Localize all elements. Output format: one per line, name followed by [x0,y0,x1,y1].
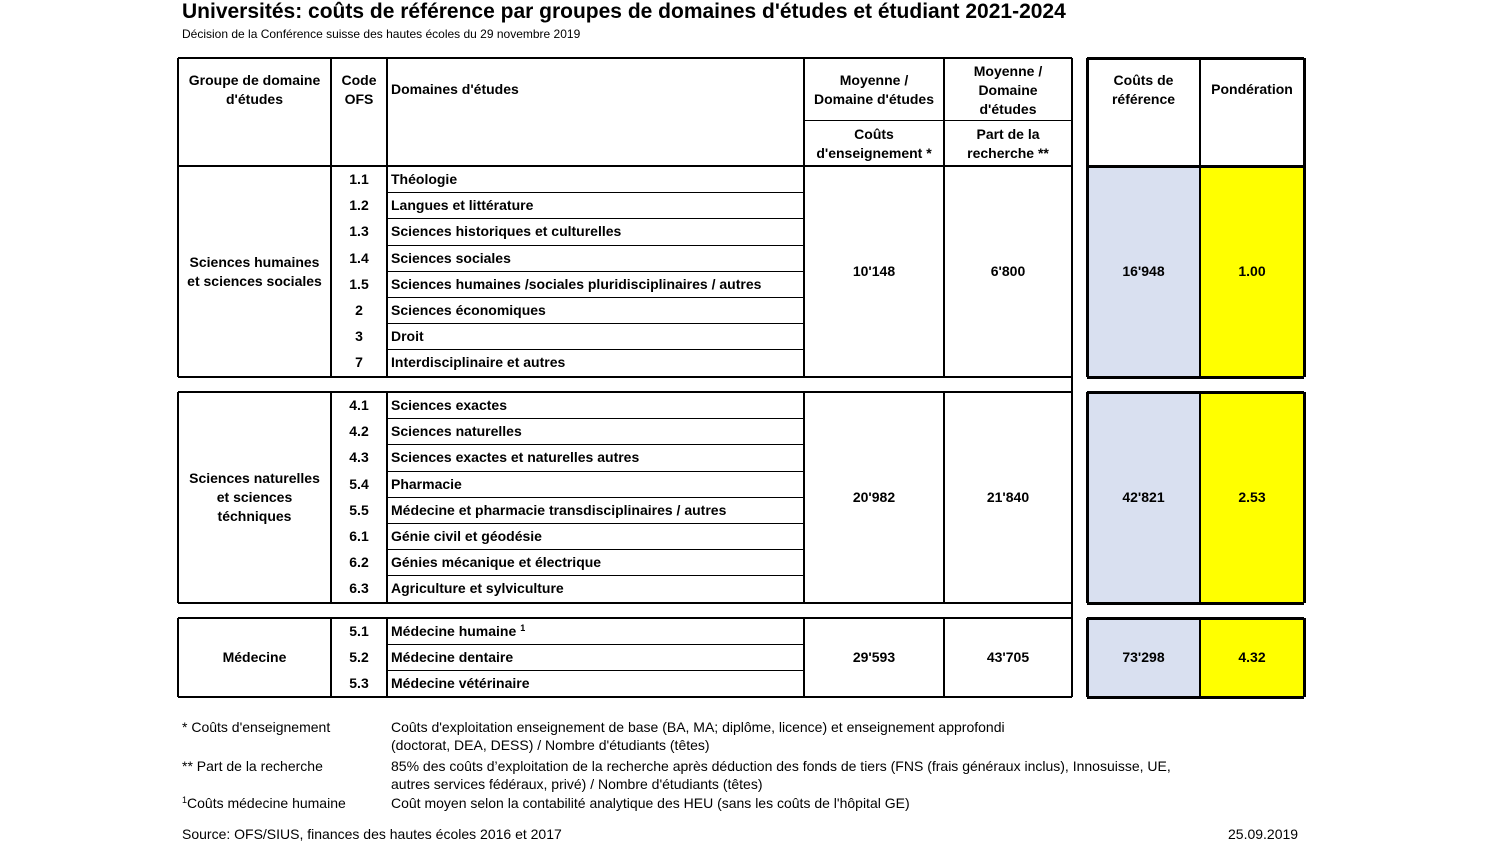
study-domain [391,644,802,670]
header-reference-cost-line: référence [1111,91,1176,107]
ref-block-top-rule [1087,391,1304,394]
group-name [178,253,331,291]
study-domain [391,575,802,601]
footnote-teaching-text-1: Coûts d'exploitation enseignement de base (BA, MA; diplôme, licence) et enseignement approfondi [391,719,1005,735]
ofs-code: 4.1 [349,397,369,413]
ofs-code: 5.1 [349,623,369,639]
study-domain [391,418,802,444]
header-research-share [944,125,1072,163]
teaching-cost-value-line: 10'148 [852,263,896,279]
header-avg-research-line: d'études [979,101,1037,117]
footnote-teaching-text-2: (doctorat, DEA, DESS) / Nombre d'étudiants (têtes) [391,737,710,753]
header-teaching-cost [804,125,944,163]
header-weighting-line: Pondération [1211,81,1293,97]
footnote-medicine-label-text: Coûts médecine humaine [187,795,346,811]
study-domain [391,497,802,523]
reference-cost-value [1087,262,1200,281]
weighting-value-line: 1.00 [1238,263,1266,279]
study-domain [391,245,802,271]
weighting-value-line: 2.53 [1238,489,1266,505]
ref-block-bottom-rule [1087,376,1304,379]
ref-block-bottom-rule [1087,696,1304,699]
header-research-share-line: recherche ** [967,145,1049,161]
footnote-research-label: ** Part de la recherche [182,758,323,774]
study-domain-label: Sciences exactes [391,397,507,413]
study-domain-label: Sciences naturelles [391,423,522,439]
study-domain [391,323,802,349]
weighting-value-line: 4.32 [1238,649,1266,665]
study-domain-label: Langues et littérature [391,197,534,213]
study-domain [391,166,802,192]
teaching-cost-value [804,488,944,507]
header-domains-line: Domaines d'études [391,81,519,97]
study-domain-label: Théologie [391,171,458,187]
teaching-cost-value-line: 29'593 [852,649,896,665]
reference-cost-value-line: 42'821 [1122,489,1165,505]
reference-cost-value-line: 16'948 [1122,263,1165,279]
ofs-code: 5.3 [349,675,369,691]
study-domain [391,297,802,323]
ref-header-top-rule [1087,57,1304,60]
header-research-share-line: Part de la [976,126,1040,142]
study-domain-label: Génies mécanique et électrique [391,554,602,570]
study-domain [391,218,802,244]
header-split-rule [804,120,1072,121]
header-avg-teaching-line: Domaine d'études [813,91,935,107]
header-avg-teaching-line: Moyenne / [839,72,909,88]
group-name [178,469,331,526]
study-domain-label: Sciences humaines /sociales pluridisciplinaires / autres [391,276,762,292]
header-domains [391,80,691,99]
study-domain [391,271,802,297]
ref-header-right-rule [1303,58,1306,166]
study-domain-label: Médecine et pharmacie transdisciplinaires / autres [391,502,727,518]
group-name [178,648,331,667]
block-bottom-rule [178,602,1072,604]
teaching-cost-value-line: 20'982 [852,489,896,505]
ref-block-bottom-rule [1087,602,1304,605]
group-name-line: Sciences humaines [189,254,320,270]
study-domain-label: Sciences exactes et naturelles autres [391,449,640,465]
header-group [178,71,331,109]
group-name-line: téchniques [217,508,292,524]
research-share-value [944,648,1072,667]
reference-cost-value-line: 73'298 [1122,649,1165,665]
research-share-value-line: 43'705 [986,649,1030,665]
footnote-medicine-text: Coût moyen selon la contabilité analytique des HEU (sans les coûts de l'hôpital GE) [391,795,910,811]
header-avg-research-line: Moyenne / [973,63,1043,79]
teaching-cost-value [804,262,944,281]
study-domain [391,444,802,470]
header-code-line: Code [341,72,377,88]
reference-cost-value [1087,488,1200,507]
header-group-line: d'études [225,91,283,107]
block-bottom-rule [178,696,1072,698]
research-share-value [944,488,1072,507]
research-share-value-line: 21'840 [986,489,1030,505]
study-domain [391,471,802,497]
ofs-code: 4.3 [349,449,369,465]
study-domain [391,618,802,644]
footnote-marker: 1 [520,623,526,633]
ofs-code: 6.1 [349,528,369,544]
header-code [331,71,387,109]
ofs-code: 1.3 [349,223,369,239]
ofs-code: 6.3 [349,580,369,596]
page-title: Universités: coûts de référence par groupes de domaines d'études et étudiant 2021-2024 [182,0,1066,23]
header-code-line: OFS [344,91,374,107]
research-share-value [944,262,1072,281]
ref-block-top-rule [1087,617,1304,620]
footnote-sup: 1 [182,795,188,805]
ref-block-top-rule [1087,165,1304,168]
ofs-code: 1.2 [349,197,369,213]
group-name-line: Sciences naturelles [189,470,320,486]
ofs-code: 3 [355,328,363,344]
study-domain-label: Pharmacie [391,476,462,492]
ofs-code: 5.2 [349,649,369,665]
header-top-rule [178,57,1072,59]
ofs-code: 6.2 [349,554,369,570]
study-domain-label: Médecine humaine [391,623,517,639]
study-domain-label: Médecine vétérinaire [391,675,530,691]
ofs-code: 4.2 [349,423,369,439]
study-domain-label: Médecine dentaire [391,649,514,665]
study-domain-label: Génie civil et géodésie [391,528,542,544]
study-domain [391,392,802,418]
study-domain [391,349,802,375]
research-share-value-line: 6'800 [990,263,1026,279]
weighting-value [1200,648,1304,667]
footnote-research-text-2: autres services fédéraux, privé) / Nombre d'étudiants (têtes) [391,776,763,792]
study-domain [391,670,802,696]
header-reference-cost-line: Coûts de [1113,72,1174,88]
ofs-code: 7 [355,354,363,370]
page-subtitle: Décision de la Conférence suisse des hautes écoles du 29 novembre 2019 [182,27,581,41]
study-domain [391,523,802,549]
date-stamp: 25.09.2019 [1228,826,1299,842]
footnote-teaching-label: * Coûts d'enseignement [182,719,331,735]
ofs-code: 5.5 [349,502,369,518]
teaching-cost-value [804,648,944,667]
study-domain-label: Agriculture et sylviculture [391,580,564,596]
study-domain-label: Sciences historiques et culturelles [391,223,622,239]
study-domain-label: Droit [391,328,424,344]
study-domain-label: Sciences économiques [391,302,546,318]
weighting-value [1200,488,1304,507]
ofs-code: 1.5 [349,276,369,292]
header-reference-cost [1087,71,1200,109]
header-group-line: Groupe de domaine [188,72,321,88]
ofs-code: 1.1 [349,171,369,187]
weighting-value [1200,262,1304,281]
block-bottom-rule [178,376,1072,378]
header-teaching-cost-line: d'enseignement * [816,145,932,161]
footnote-medicine-label [182,794,346,812]
header-avg-research [944,62,1072,119]
header-avg-research-line: Domaine [978,82,1038,98]
footnote-research-text-1: 85% des coûts d’exploitation de la recherche après déduction des fonds de tiers (FNS (frais généraux inclus), Innosuisse, UE, [391,758,1171,774]
ofs-code: 2 [355,302,363,318]
study-domain [391,549,802,575]
study-domain [391,192,802,218]
group-name-line: Médecine [222,649,287,665]
study-domain-label: Interdisciplinaire et autres [391,354,566,370]
header-avg-teaching [804,71,944,109]
group-name-line: et sciences [216,489,293,505]
ofs-code: 1.4 [349,250,369,266]
header-teaching-cost-line: Coûts [854,126,894,142]
reference-cost-value [1087,648,1200,667]
source-note: Source: OFS/SIUS, finances des hautes écoles 2016 et 2017 [182,826,562,842]
group-name-line: et sciences sociales [187,273,322,289]
ofs-code: 5.4 [349,476,369,492]
header-weighting [1200,80,1304,99]
study-domain-label: Sciences sociales [391,250,511,266]
